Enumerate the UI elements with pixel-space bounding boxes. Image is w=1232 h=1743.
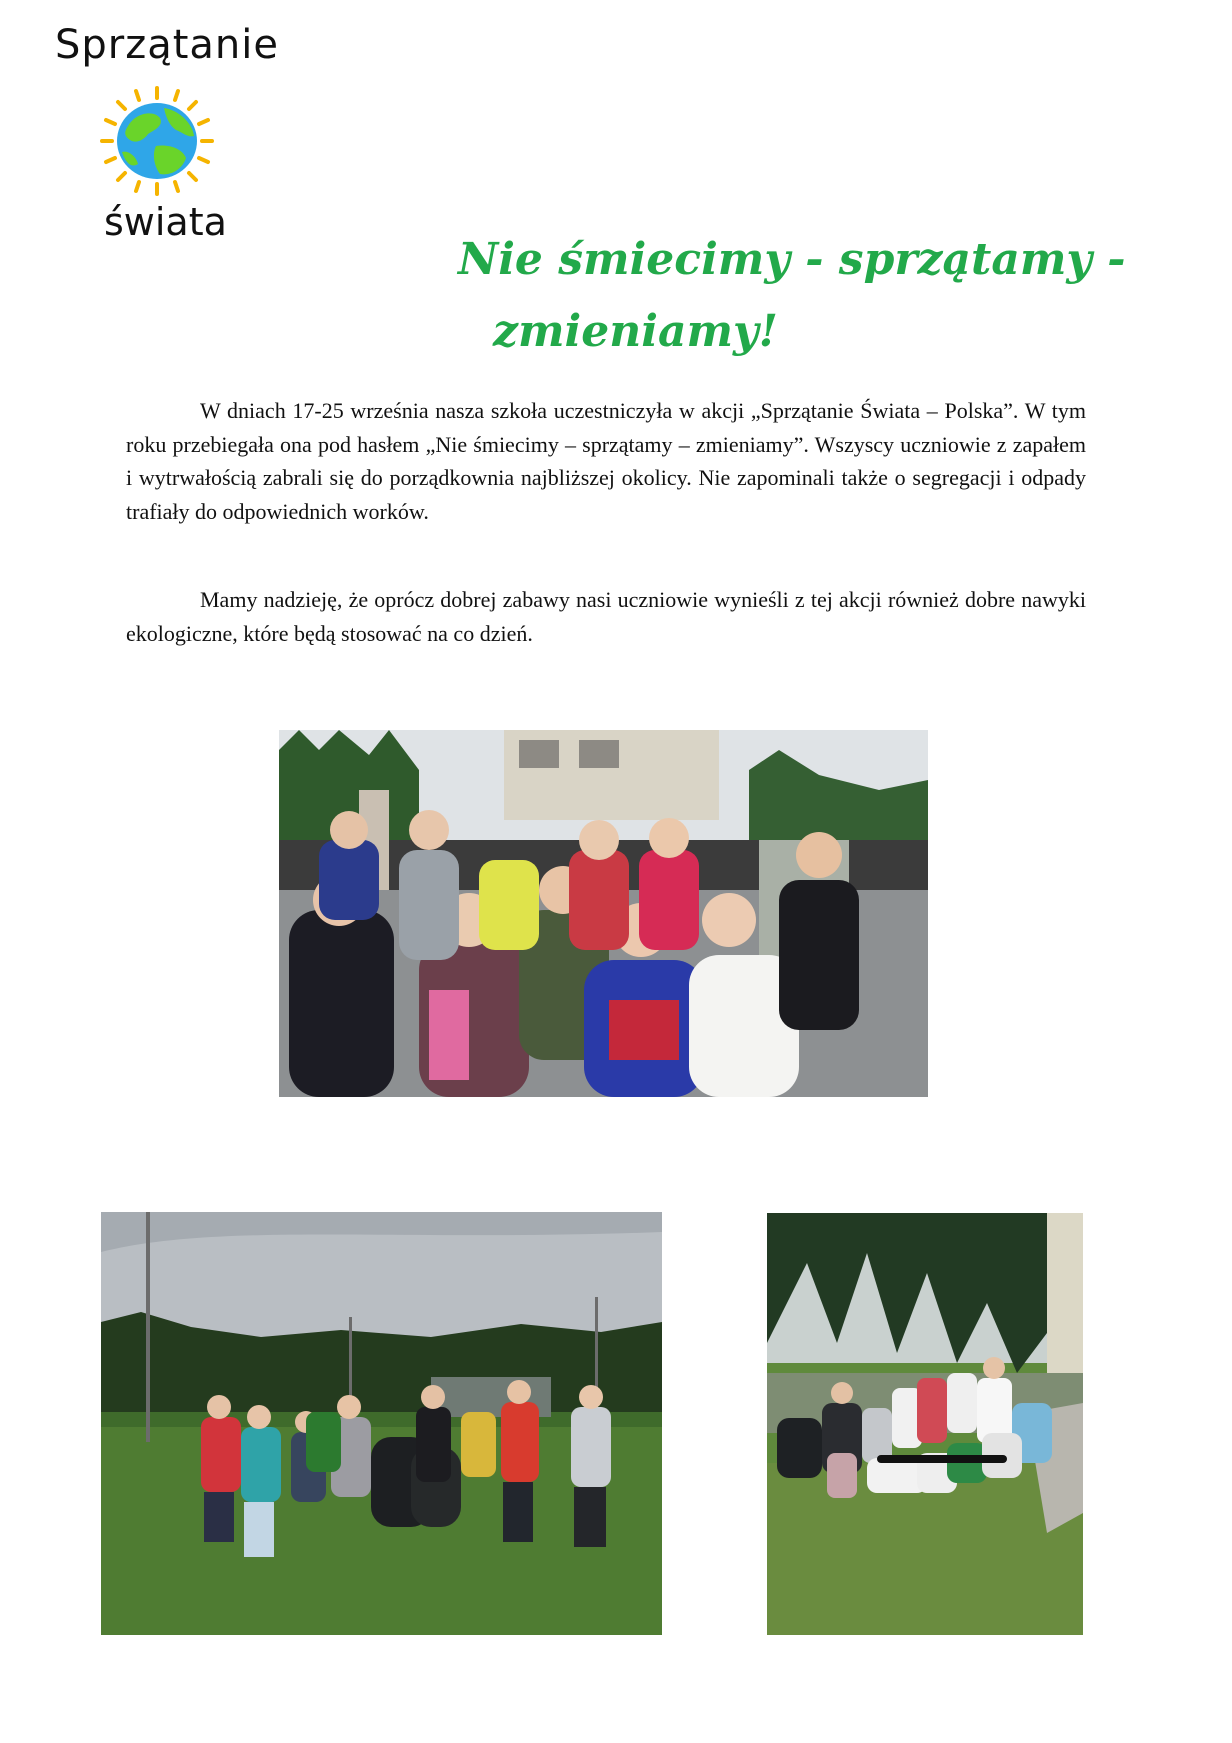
headline-line-1: Nie śmiecimy - sprzątamy -: [458, 234, 1126, 285]
photo-children-on-field: [101, 1212, 662, 1635]
photo-children-near-trees: [767, 1213, 1083, 1635]
paragraph-1: [126, 394, 1086, 528]
logo-title-top: Sprzątanie: [55, 22, 280, 68]
globe-sun-icon: [98, 86, 216, 196]
paragraph-1-text: W dniach 17-25 września nasza szkoła uczestniczyła w akcji „Sprzątanie Świata – Polska”. W tym roku przebiegała ona pod hasłem „Nie śmiecimy – sprzątamy – zmieniamy”. Wszyscy uczniowie z zapałem i wytrwałością zabrali się do porządkownia najbliższej okolicy. Nie zapominali także o segregacji i odpady trafiały do odpowiednich worków.: [126, 398, 1086, 524]
headline-line-2: zmieniamy!: [493, 306, 778, 357]
paragraph-2: [126, 583, 1086, 650]
logo-title-bottom: świata: [104, 200, 227, 244]
paragraph-2-text: Mamy nadzieję, że oprócz dobrej zabawy nasi uczniowie wynieśli z tej akcji również dobre nawyki ekologiczne, które będą stosować na co dzień.: [126, 587, 1086, 646]
photo-children-by-fence: [279, 730, 928, 1097]
